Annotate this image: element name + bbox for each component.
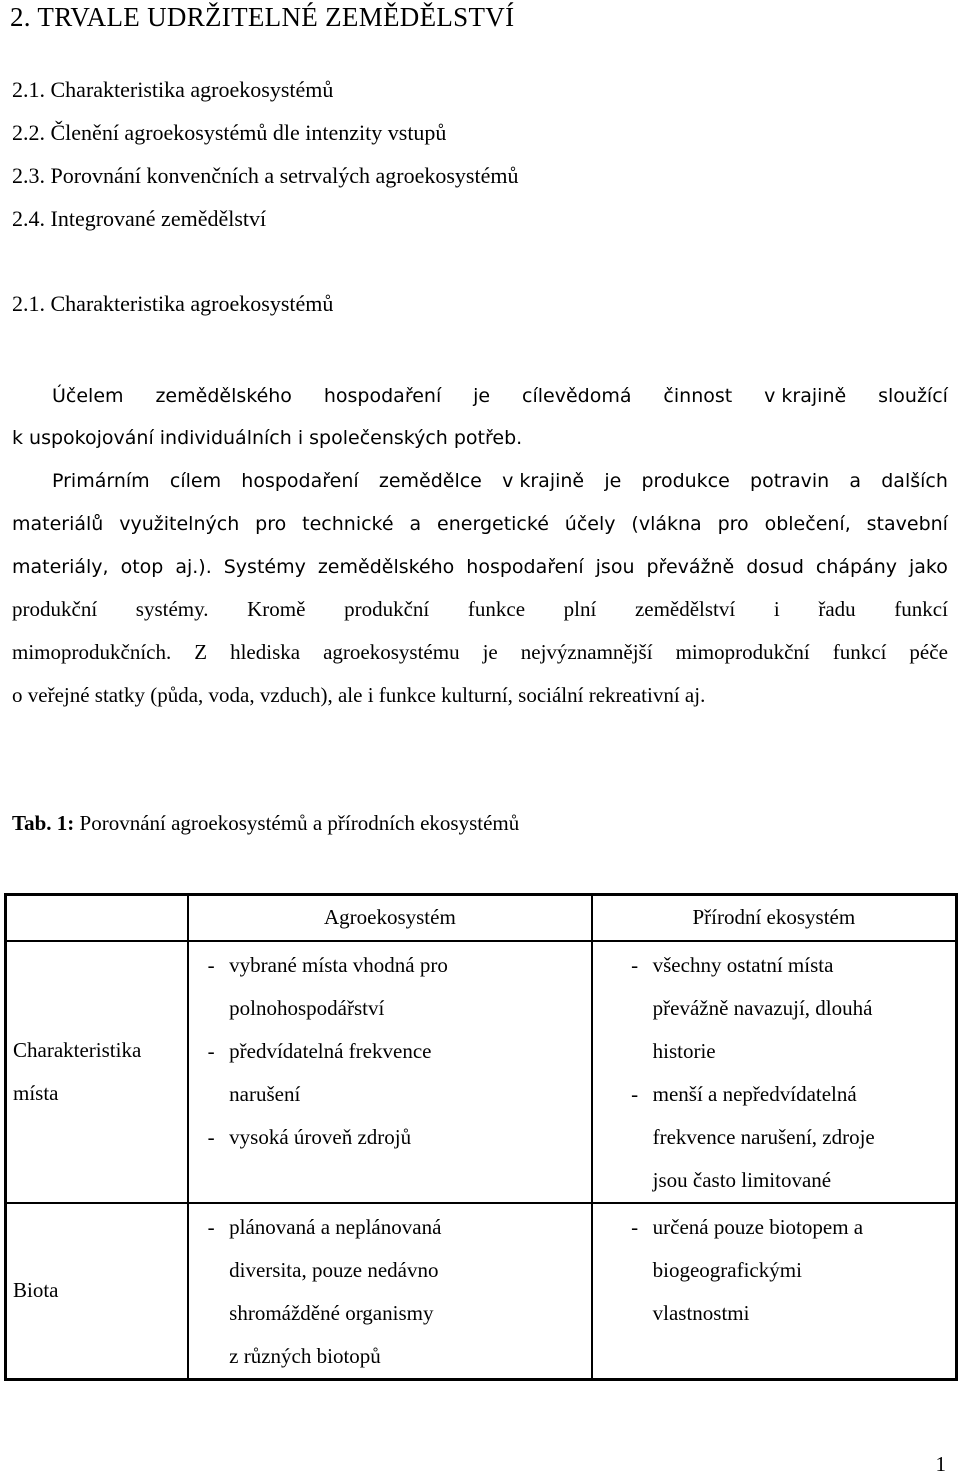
word: energetické xyxy=(437,513,549,535)
word: materiály, xyxy=(12,556,109,578)
word: pro xyxy=(717,513,749,535)
list-item-line: polnohospodářství xyxy=(229,995,385,1020)
word: Z xyxy=(194,640,208,664)
word: plní xyxy=(563,597,597,621)
word: hospodaření xyxy=(323,385,442,407)
paragraph-line xyxy=(52,470,948,492)
list-dash: - xyxy=(631,1214,639,1239)
word: i xyxy=(773,597,780,621)
list-item-line: shromážděné organismy xyxy=(229,1300,434,1325)
word: sloužící xyxy=(878,385,948,407)
toc-item: 2.1. Charakteristika agroekosystémů xyxy=(12,77,334,102)
word: účely xyxy=(564,513,616,535)
chapter-heading: 2. TRVALE UDRŽITELNÉ ZEMĚDĚLSTVÍ xyxy=(10,2,515,32)
word: činnost xyxy=(663,385,733,407)
word: aj.). xyxy=(175,556,212,578)
word: dosud xyxy=(746,556,804,578)
word: a xyxy=(849,470,862,492)
agro-cell xyxy=(188,1203,591,1380)
list-item xyxy=(617,1073,955,1202)
list-item-line: převážně navazují, dlouhá xyxy=(652,995,873,1020)
word: technické xyxy=(302,513,394,535)
table-row xyxy=(6,1203,957,1380)
word: péče xyxy=(909,640,948,664)
paragraph-line: o veřejné statky (půda, voda, vzduch), ale i funkce kulturní, sociální rekreativní aj. xyxy=(12,683,706,707)
word: stavební xyxy=(866,513,948,535)
word: systémy. xyxy=(135,597,209,621)
paragraph-line xyxy=(52,385,948,407)
word: produkční xyxy=(344,597,430,621)
word: hlediska xyxy=(230,640,301,664)
list-item xyxy=(617,944,955,1073)
list-item-line: biogeografickými xyxy=(652,1257,802,1282)
toc-item: 2.2. Členění agroekosystémů dle intenzity vstupů xyxy=(12,120,447,145)
word: Systémy xyxy=(223,556,306,578)
table-caption-label: Tab. 1: xyxy=(12,811,75,835)
table-header-row xyxy=(6,895,957,941)
list-item-line: jsou často limitované xyxy=(652,1167,832,1192)
list-item-line: diversita, pouze nedávno xyxy=(229,1257,439,1282)
table-header-cell: Agroekosystém xyxy=(188,895,591,941)
paragraph-line xyxy=(12,556,948,578)
toc-item: 2.4. Integrované zemědělství xyxy=(12,206,267,231)
paragraph-line xyxy=(12,597,948,622)
list-item-line: menší a nepředvídatelná xyxy=(652,1081,857,1106)
word: jsou xyxy=(595,556,635,578)
list-item-line: plánovaná a neplánovaná xyxy=(229,1214,442,1239)
natural-cell xyxy=(592,941,957,1203)
list-dash: - xyxy=(631,952,639,977)
word: cílevědomá xyxy=(522,385,632,407)
list-item-line: vybrané místa vhodná pro xyxy=(229,952,448,977)
list-item-line: všechny ostatní místa xyxy=(652,952,834,977)
paragraph-line: k uspokojování individuálních i společenských potřeb. xyxy=(12,427,523,449)
word: pro xyxy=(255,513,287,535)
list-dash: - xyxy=(207,1214,215,1239)
word: řadu xyxy=(818,597,856,621)
list-dash: - xyxy=(207,1038,215,1063)
word: hospodaření xyxy=(241,470,359,492)
table-row xyxy=(6,941,957,1203)
word: zemědělství xyxy=(634,597,736,621)
table-caption xyxy=(12,811,519,836)
word: zemědělského xyxy=(155,385,292,407)
agro-cell xyxy=(188,941,591,1203)
word: (vlákna xyxy=(631,513,702,535)
word: produkční xyxy=(12,597,98,621)
table-header-cell: Přírodní ekosystém xyxy=(592,895,957,941)
word: je xyxy=(604,470,622,492)
list-item xyxy=(193,1030,590,1116)
word: oblečení, xyxy=(764,513,851,535)
list-item-line: frekvence narušení, zdroje xyxy=(652,1124,875,1149)
list-item-line: vlastnostmi xyxy=(652,1300,750,1325)
word: Primárním xyxy=(52,470,150,492)
list-item-line: narušení xyxy=(229,1081,301,1106)
word: funkce xyxy=(467,597,526,621)
word: zemědělského xyxy=(317,556,455,578)
list-dash: - xyxy=(207,1124,215,1149)
word: materiálů xyxy=(12,513,104,535)
word: mimoprodukční xyxy=(675,640,810,664)
table-caption-text: Porovnání agroekosystémů a přírodních ekosystémů xyxy=(74,811,520,835)
table-header-cell xyxy=(6,895,189,941)
word: převážně xyxy=(646,556,735,578)
word: v krajině xyxy=(502,470,585,492)
word: je xyxy=(482,640,498,664)
natural-cell xyxy=(592,1203,957,1380)
word: cílem xyxy=(169,470,222,492)
word: dalších xyxy=(881,470,948,492)
word: funkcí xyxy=(832,640,887,664)
list-dash: - xyxy=(207,952,215,977)
word: nejvýznamnější xyxy=(520,640,653,664)
word: agroekosystému xyxy=(323,640,460,664)
list-dash: - xyxy=(631,1081,639,1106)
list-item-line: předvídatelná frekvence xyxy=(229,1038,432,1063)
word: mimoprodukčních. xyxy=(12,640,172,664)
list-item xyxy=(193,944,590,1030)
word: hospodaření xyxy=(466,556,584,578)
list-item xyxy=(193,1116,590,1159)
row-label xyxy=(6,941,189,1203)
list-item-line: z různých biotopů xyxy=(229,1343,381,1368)
word: jako xyxy=(909,556,948,578)
word: zemědělce xyxy=(378,470,482,492)
word: Kromě xyxy=(247,597,306,621)
page-number: 1 xyxy=(935,1452,946,1476)
paragraph-line xyxy=(12,640,948,665)
list-item-line: vysoká úroveň zdrojů xyxy=(229,1124,412,1149)
row-label-line: místa xyxy=(13,1080,59,1105)
word: a xyxy=(409,513,422,535)
word: produkce xyxy=(641,470,730,492)
row-label-line: Charakteristika xyxy=(13,1037,142,1062)
word: využitelných xyxy=(119,513,240,535)
list-item xyxy=(617,1206,955,1335)
toc-item: 2.3. Porovnání konvenčních a setrvalých agroekosystémů xyxy=(12,163,519,188)
word: Účelem xyxy=(52,385,124,407)
list-item-line: historie xyxy=(652,1038,716,1063)
word: chápány xyxy=(815,556,898,578)
paragraph-line xyxy=(12,513,948,535)
word: v krajině xyxy=(764,385,847,407)
word: otop xyxy=(120,556,164,578)
comparison-table xyxy=(4,893,958,1381)
row-label-line: Biota xyxy=(13,1278,59,1302)
word: je xyxy=(473,385,491,407)
list-item xyxy=(193,1206,590,1378)
list-item-line: určená pouze biotopem a xyxy=(652,1214,864,1239)
row-label xyxy=(6,1203,189,1380)
section-title: 2.1. Charakteristika agroekosystémů xyxy=(12,291,334,316)
word: funkcí xyxy=(894,597,948,621)
word: potravin xyxy=(750,470,830,492)
